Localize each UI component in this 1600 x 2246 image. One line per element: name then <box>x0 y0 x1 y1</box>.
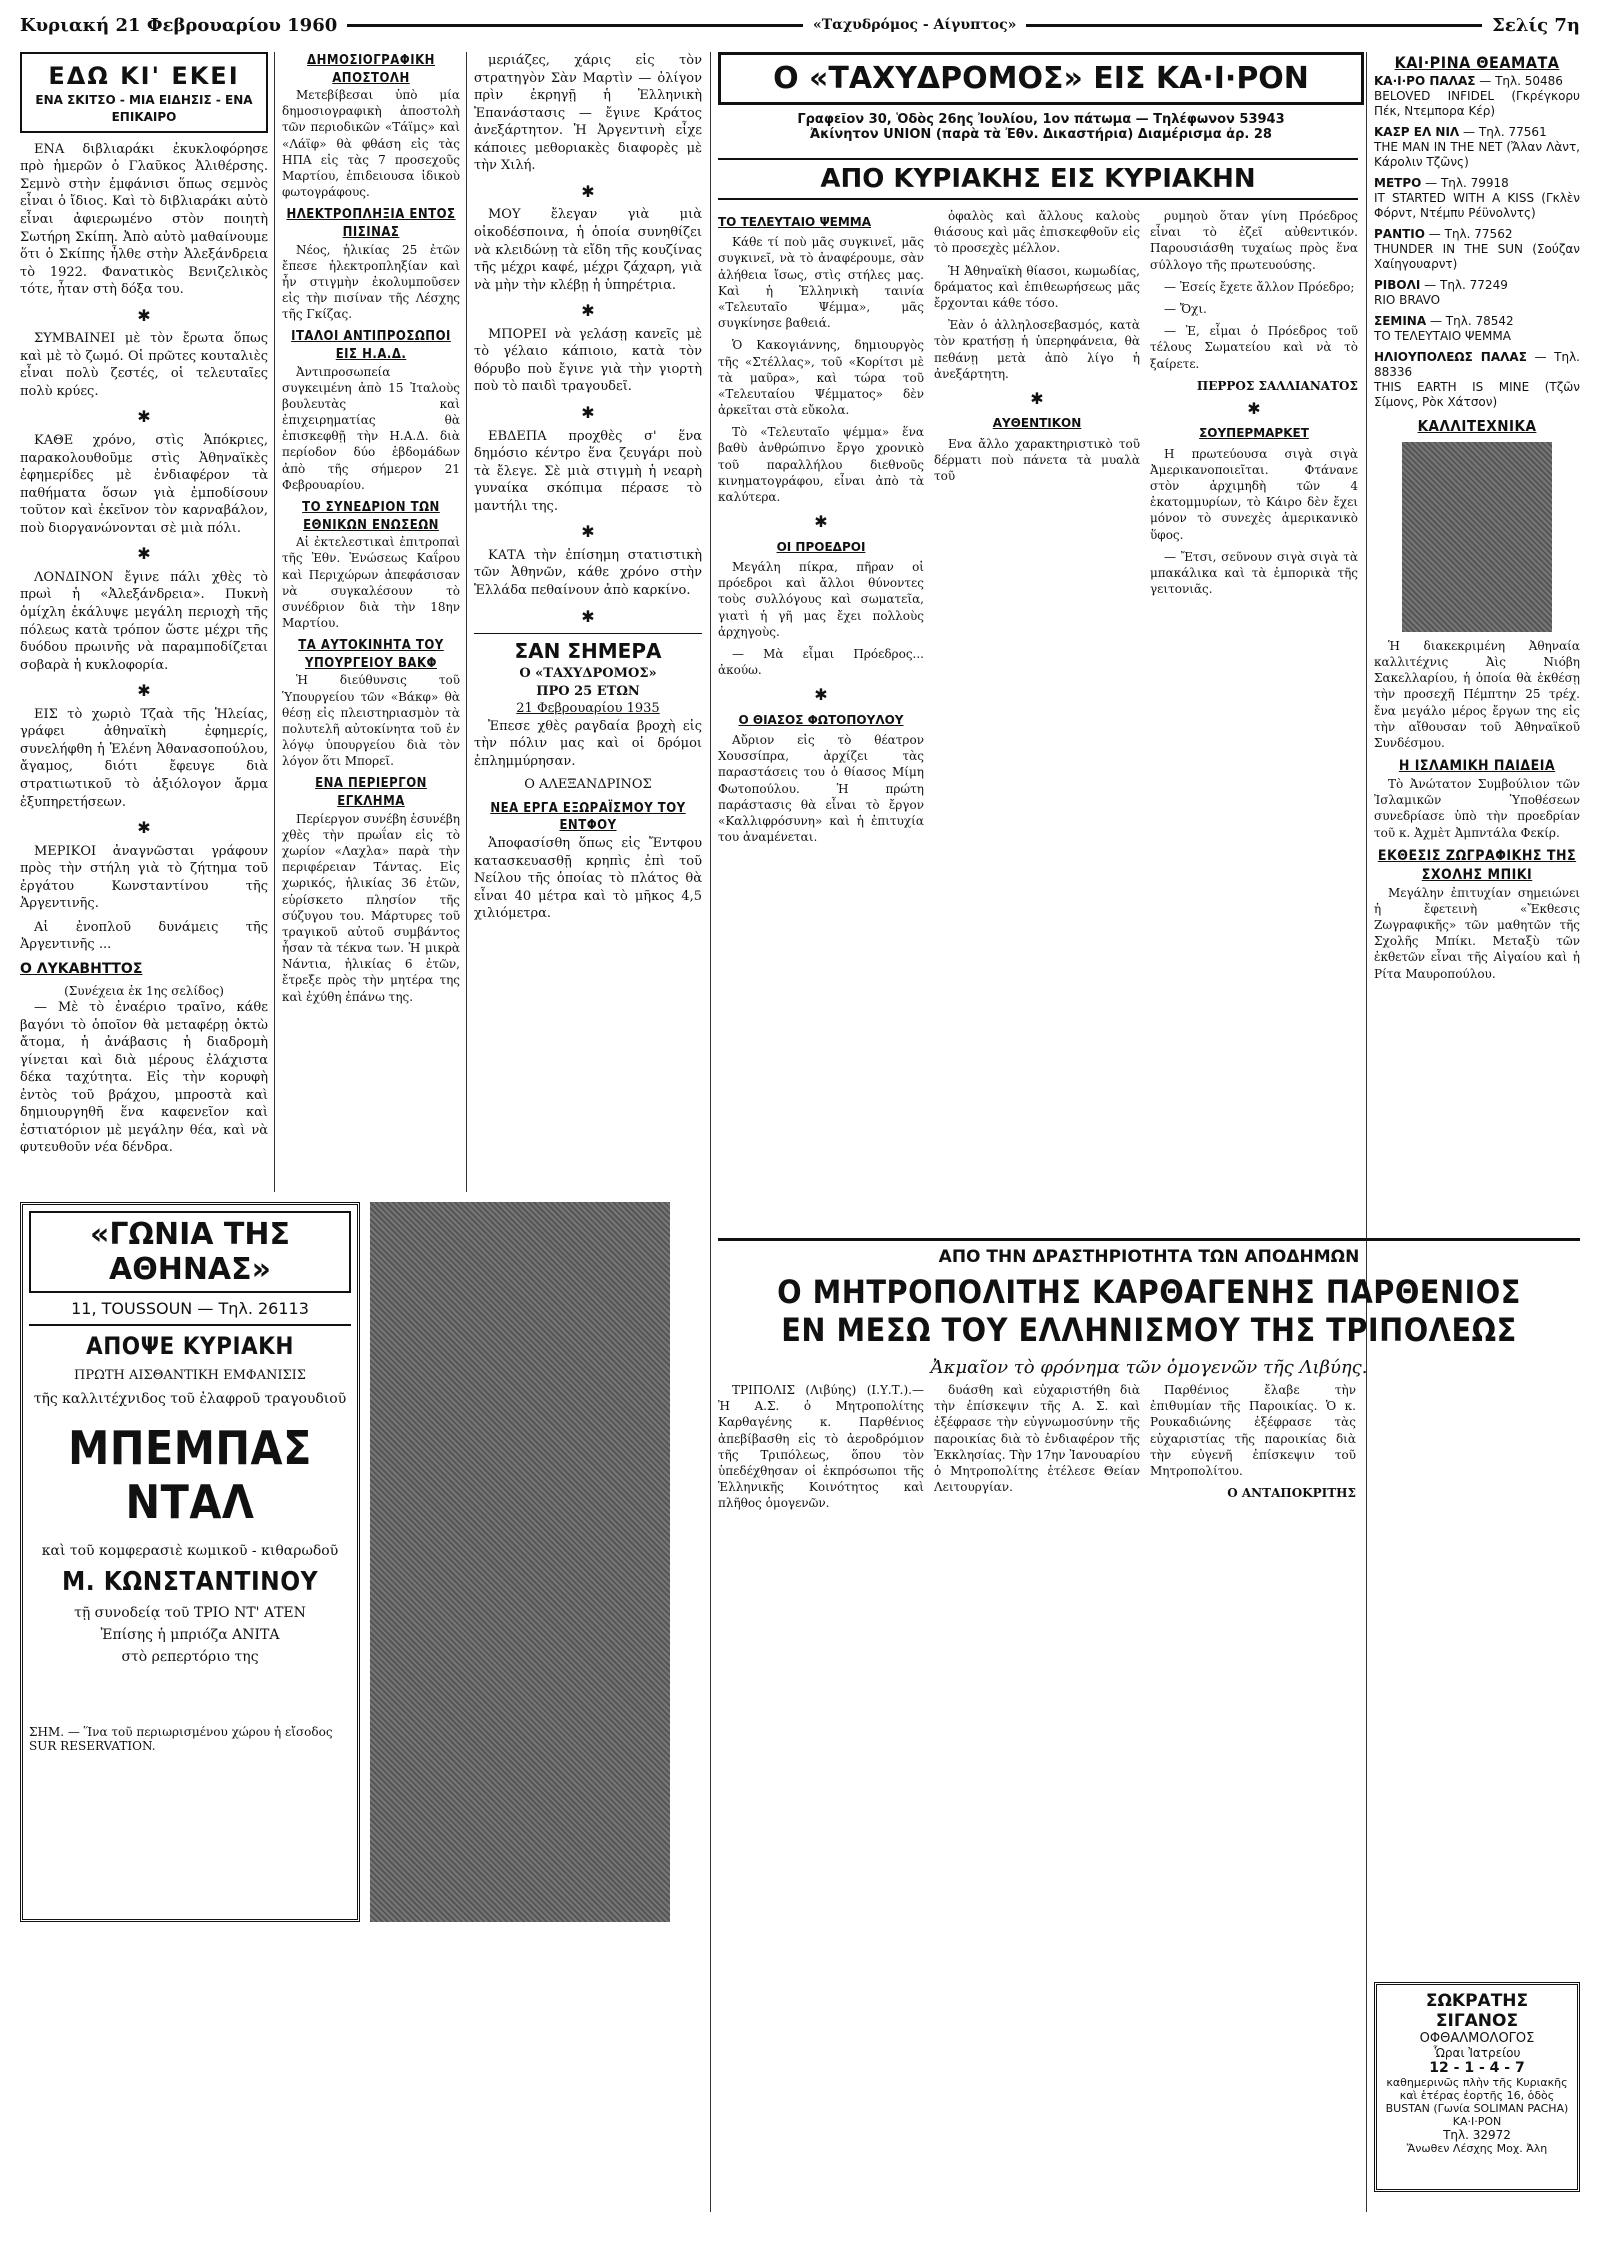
ad-star: ΜΠΕΜΠΑΣ ΝΤΑΛ <box>68 1421 312 1529</box>
star-ornament: ✱ <box>137 407 151 427</box>
ad-repertoire: στὸ ρεπερτόριο της <box>121 1649 259 1665</box>
section-continued: (Συνέχεια ἐκ 1ης σελίδος) <box>64 983 224 998</box>
paragraph: μεριάζες, χάρις εἰς τὸν στρατηγὸν Σὰν Μαρτὶν — ὀλίγον πρὶν ἐκρηγῇ ἡ Ἑλληνικὴ Ἐπανάστασις — ἔγινε Κράτος ἀνεξάρτητον. Ἡ Ἀργεντινὴ εἶχε κάποιες μεθοριακὲς διαφορὲς μὲ τὴν Χιλή. <box>474 53 702 174</box>
cinema-film: RIO BRAVO <box>1374 292 1441 307</box>
star-ornament: ✱ <box>581 301 595 321</box>
doctor-text: καθημερινῶς πλὴν τῆς Κυριακῆς καὶ ἑτέρας ἐορτῆς 16, ὁδὸς BUSTAN (Γωνία SOLIMAN PACHA) ΚΑ·Ι·ΡΟΝ <box>1385 2076 1569 2128</box>
star-ornament: ✱ <box>1030 388 1044 408</box>
col-kyriakis-2 <box>934 208 1140 1208</box>
paragraph: ΜΕΡΙΚΟΙ ἀναγνῶσται γράφουν πρὸς τὴν στήλη γιὰ τὸ ζήτημα τοῦ ἐργάτου Κωνσταντίνου τῆς Ἀργεντινῆς. <box>20 843 268 912</box>
paragraph: Ἡ διακεκριμένη Ἀθηναία καλλιτέχνις Ἀὶς Νιόβη Σακελλαρίου, ἡ ὁποία θὰ ἐκθέσῃ τὴν προσεχῆ Πέμπτην 25 τρέχ. ἔνα μεγάλο μέρος ἔργων της εἰς τὴν αἴθουσαν τοῦ Ἀθηναϊκοῦ Συνδέσμου. <box>1374 638 1580 750</box>
paragraph: — Ἔτσι, σεῦνουν σιγὰ σιγὰ τὰ μπακάλικα καὶ τὰ ἐμπορικὰ τῆς γειτονιᾶς. <box>1150 549 1358 597</box>
star-ornament: ✱ <box>137 305 151 325</box>
section-title: ΕΔΩ ΚΙ' ΕΚΕΙ <box>48 62 240 90</box>
paragraph: ΕΙΣ τὸ χωριὸ Τζαὰ τῆς Ἡλείας, γράφει ἀθηναϊκὴ ἐφημερίς, συνελήφθη ἡ Ἑλένη Ἀθανασοπούλου, ἄγαμος, διότι ἔφευγε διὰ στρατιωτικοῦ τὸ ἀξιόλογον ἄρμα ἐξυπηρετήσεων. <box>20 706 268 810</box>
paragraph: — Μὰ εἶμαι Πρόεδρος... ἀκούω. <box>718 646 924 678</box>
saan-simera-box <box>474 633 702 794</box>
saan-subtitle: Ο «ΤΑΧΥΔΡΟΜΟΣ» <box>519 666 657 682</box>
paragraph: ΕΒΔΕΠΑ προχθὲς σ' ἕνα δημόσιο κέντρο ἕνα ζευγάρι ποὺ τὰ ἔλεγε. Σὲ μιὰ στιγμὴ ἡ νεαρὴ γυναίκα σκόπιμα πέρασε τὸ μαντήλι της. <box>474 428 702 514</box>
section-edo-ki-ekei-header <box>20 52 268 133</box>
doctor-hours-label: Ὧραι Ἰατρείου <box>1433 2046 1521 2060</box>
ad-first: ΠΡΩΤΗ ΑΙΣΘΑΝΤΙΚΗ ΕΜΦΑΝΙΣΙΣ <box>73 1368 306 1383</box>
col-kyriakis-3 <box>1150 208 1358 1208</box>
masthead <box>20 12 1580 38</box>
section-title: ΣΑΝ ΣΗΜΕΡΑ <box>514 639 662 664</box>
paragraph: Ἡ διεύθυνσις τοῦ Ὑπουργείου τῶν «Βάκφ» θὰ θέσῃ εἰς πλειστηριασμὸν τὰ πολυτελῆ αὐτοκίνητα τοῦ ἐν λόγῳ ὑπουργείου διὰ τὸν λόγον ὅτι Μπορεῖ. <box>282 673 460 769</box>
office-line2: Ἀκίνητον UNION (παρὰ τὰ Ἐθν. Δικαστήρια) Διαμέρισμα ἀρ. 28 <box>810 127 1272 142</box>
ad-note: ΣΗΜ. — Ἵνα τοῦ περιωρισμένου χώρου ἡ εἴσοδος SUR RESERVATION. <box>29 1725 333 1753</box>
col-edo-ki-ekei <box>20 52 268 1182</box>
cinema-tel: Τηλ. 78542 <box>1445 313 1514 328</box>
section-title: ΟΙ ΠΡΟΕΔΡΟΙ <box>776 539 866 554</box>
column-rule <box>710 52 711 2212</box>
cinema-film: THE MAN IN THE NET (Ἄλαν Λὰντ, Κάρολιν Τζῶνς) <box>1374 139 1580 169</box>
paragraph: ΜΠΟΡΕΙ νὰ γελάσῃ κανεῖς μὲ τὸ γέλαιο κάπιοιο, κατὰ τὸν θόρυβο ποὺ ἔγινε γιὰ τὴν γιορτὴ ποὺ τὸ παιδὶ τραγουδεῖ. <box>474 326 702 395</box>
cinema-name: ΚΑ·Ι·ΡΟ ΠΑΛΑΣ <box>1374 73 1476 88</box>
star-ornament: ✱ <box>814 685 828 705</box>
star-ornament: ✱ <box>1247 398 1261 418</box>
section-title: Η ΙΣΛΑΜΙΚΗ ΠΑΙΔΕΙΑ <box>1398 758 1556 775</box>
artist-photo <box>1402 442 1552 632</box>
paragraph: Ἡ Ἀθηναϊκὴ θίασοι, κωμωδίας, δράματος καὶ ἐπιθεωρήσεως μᾶς ἔρχονται κάθε τόσο. <box>934 263 1140 310</box>
cinema-item: ΣΕΜΙΝΑ — Τηλ. 78542 ΤΟ ΤΕΛΕΥΤΑΙΟ ΨΕΜΜΑ <box>1374 313 1514 343</box>
cinema-name: ΡΑΝΤΙΟ <box>1374 226 1425 241</box>
doctor-note: Ἄνωθεν Λέσχης Μοχ. Ἀλη <box>1406 2142 1548 2155</box>
saan-date: 21 Φεβρουαρίου 1935 <box>516 701 660 717</box>
cinema-name: ΡΙΒΟΛΙ <box>1374 277 1421 292</box>
cinema-item: ΚΑ·Ι·ΡΟ ΠΑΛΑΣ — Τηλ. 50486 BELOVED INFIDEL (Γκρέγκορυ Πέκ, Ντεμπορα Κέρ) <box>1374 73 1580 118</box>
star-ornament: ✱ <box>137 544 151 564</box>
cinema-item: ΜΕΤΡΟ — Τηλ. 79918 IT STARTED WITH A KISS (Γκλὲν Φόρντ, Ντέμπυ Ρέϋνολντς) <box>1374 175 1580 220</box>
star-ornament: ✱ <box>814 512 828 532</box>
section-title: ΗΛΕΚΤΡΟΠΛΗΞΙΑ ΕΝΤΟΣ ΠΙΣΙΝΑΣ <box>286 207 456 240</box>
section-title: ΕΚΘΕΣΙΣ ΖΩΓΡΑΦΙΚΗΣ ΤΗΣ ΣΧΟΛΗΣ ΜΠΙΚΙ <box>1377 847 1577 883</box>
cinema-list <box>1374 74 1580 410</box>
section-title: ΤΟ ΤΕΛΕΥΤΑΙΟ ΨΕΜΜΑ <box>718 215 871 229</box>
office-info <box>718 112 1364 142</box>
paragraph: — Μὲ τὸ ἐναέριο τραῖνο, κάθε βαγόνι τὸ ὁποῖον θὰ μεταφέρῃ ὀκτὼ ἄτομα, ἡ ἀνάβασις ἡ διαδρομὴ γίνεται καὶ διὰ μέρους ἐλάχιστα δέκα ταχύτητα. Εἰς τὴν κορυφὴ ἐντὸς τοῦ βράχου, μπροστὰ καὶ δημιουργηθῆ ἕνα καφενεῖον καὶ ἐστιατόριον μὲ μεγάλην θέα, καὶ νὰ φυτευθοῦν νέα δένδρα. <box>20 1000 268 1156</box>
ad-star2: Μ. ΚΩΝΣΤΑΝΤΙΝΟΥ <box>61 1567 319 1597</box>
section-title: ΕΝΑ ΠΕΡΙΕΡΓΟΝ ΕΓΚΛΗΜΑ <box>315 776 427 810</box>
section-title: Ο ΘΙΑΣΟΣ ΦΩΤΟΠΟΥΛΟΥ <box>738 712 904 727</box>
office-line1: Γραφεῖον 30, Ὁδὸς 26ης Ἰουλίου, 1ον πάτωμα — Τηλέφωνον 53943 <box>797 112 1285 127</box>
col-cinemas <box>1374 52 1580 1232</box>
star-ornament: ✱ <box>137 818 151 838</box>
masthead-paper: «Ταχυδρόμος - Αίγυπτος» <box>813 17 1017 33</box>
paragraph: δυάσθη καὶ εὐχαριστήθη διὰ τὴν ἐπίσκεψιν τῆς Α. Σ. καὶ ἐξέφρασε τὴν εὐγνωμοσύνην τῆς παροικίας διὰ τὸ ἐνδιαφέρον τῆς Ἐκκλησίας. Τὴν 17ην Ἰανουαρίου ὁ Μητροπολίτης ἐτέλεσε Θείαν Λειτουργίαν. <box>934 1383 1140 1495</box>
paragraph: Ἀντιπροσωπεία συγκειμένη ἀπὸ 15 Ἰταλοὺς βουλευτὰς καὶ ἐπιχειρηματίας θὰ ἐπισκεφθῇ τὴν Η.Α.Δ. διὰ περίοδον δύο ἑβδομάδων ἀπὸ τῆς σήμερον 21 Φεβρουαρίου. <box>282 364 460 492</box>
paragraph: Ενα ἄλλο χαρακτηριστικὸ τοῦ δέρματι ποὺ πάνετα τὰ μυαλὰ τοῦ <box>934 436 1140 484</box>
section-title: ΚΑΛΛΙΤΕΧΝΙΚΑ <box>1417 416 1537 435</box>
paragraph: ΛΟΝΔΙΝΟΝ ἔγινε πάλι χθὲς τὸ πρωὶ ἡ «Ἀλεξάνδρεια». Πυκνὴ ὁμίχλη ἐκάλυψε μεγάλη περιοχὴ τῆς πόλεως κατὰ τρόπον ὥστε μέχρι τῆς δυόδου πρωινῆς νὰ παραμποδίζεται σοβαρὰ ἡ κυκλοφορία. <box>20 569 268 673</box>
cinema-film: ΤΟ ΤΕΛΕΥΤΑΙΟ ΨΕΜΜΑ <box>1374 328 1511 343</box>
paragraph: ΚΑΘΕ χρόνο, στὶς Ἀπόκριες, παρακολουθοῦμε στὶς Ἀθηναϊκὲς ἐφημερίδες μὲ ἐνδιαφέρον τὰ παθήματα ὅσων γιὰ ἐμποδίσουν τοῦτον καὶ ἐκεῖνον τὸν καρναβάλον, ποὺ διοργανώνονται σὲ μιὰ πόλι. <box>20 433 268 536</box>
article-col-3 <box>1150 1382 1356 1982</box>
star-ornament: ✱ <box>581 181 595 201</box>
ad-trio: τῇ συνοδείᾳ τοῦ ΤΡΙΟ ΝΤ' ΑΤΕΝ <box>74 1605 306 1621</box>
section-title: ΑΥΘΕΝΤΙΚΟΝ <box>992 416 1082 431</box>
ad-with: καὶ τοῦ κομφερασιὲ κωμικοῦ - κιθαρωδοῦ <box>41 1543 339 1559</box>
paragraph: Περίεργον συνέβη ἐσυνέβη χθὲς τὴν πρωΐαν εἰς τὸ χωρίον «Λαχλα» παρὰ τὴν περιφέρειαν Τάντας. Εἰς χωρικός, ἡλικίας 36 ἐτῶν, εὑρίσκετο πλησίον τῆς σύζυγου του. Μάρτυρες τοῦ τραγικοῦ αὐτοῦ συμβάντος ἦσαν τὰ τέκνα των. Ἡ μικρὰ Νάντια, ἡλικίας 6 ἐτῶν, ἔτρεξε πρὸς τὴν μητέρα της καὶ ἐχύθη ἐπάνω της. <box>282 811 460 1004</box>
cinema-item: ΡΑΝΤΙΟ — Τηλ. 77562 THUNDER IN THE SUN (Σούζαν Χαίηγουαρντ) <box>1374 226 1580 271</box>
paragraph: Μετεβίβεσαι ὑπὸ μία δημοσιογραφικὴ ἀποστολὴ τῶν περιοδικῶν «Τάϊμς» καὶ «Λάϊφ» θὰ φθάση εἰς τὰς ΗΠΑ εἰς τὰς 7 προσεχοῦς Μαρτίου, ἐπιδειουσα ἰδικοὺ φωτογράφους. <box>282 88 460 200</box>
paragraph: ΚΑΤΑ τὴν ἐπίσημη στατιστικὴ τῶν Ἀθηνῶν, κάθε χρόνο στὴν Ἑλλάδα πεθαίνουν ἀπὸ καρκίνο. <box>474 547 702 598</box>
article-headline-2: ΕΝ ΜΕΣΩ ΤΟΥ ΕΛΛΗΝΙΣΜΟΥ ΤΗΣ ΤΡΙΠΟΛΕΩΣ <box>781 1311 1517 1349</box>
paragraph: Μεγάλη πίκρα, πῆραν οἱ πρόεδροι καὶ ἄλλοι θύνοντες τοὺς συλλόγους καὶ σωματεῖα, γιατὶ ἡ γῆ μας ἔχει πολλοὺς ἀρχηγοὺς. <box>718 559 924 639</box>
doctor-hours: 12 - 1 - 4 - 7 <box>1429 2060 1525 2076</box>
star-ornament: ✱ <box>137 681 151 701</box>
cinema-name: ΗΛΙΟΥΠΟΛΕΩΣ ΠΑΛΑΣ <box>1374 349 1527 364</box>
masthead-date: Κυριακή 21 Φεβρουαρίου 1960 <box>20 14 338 36</box>
cinema-tel: Τηλ. 79918 <box>1440 175 1509 190</box>
cinema-item: ΗΛΙΟΥΠΟΛΕΩΣ ΠΑΛΑΣ — Τηλ. 88336 THIS EARTH IS MINE (Τζῶν Σίμονς, Ρὸκ Χάτσον) <box>1374 349 1580 409</box>
paragraph: Τὸ «Τελευταῖο ψέμμα» ἕνα βαθὺ ἀνθρώπινο ἔργο χρονικὸ τοῦ παραλλήλου διεθνοῦς κινηματογράφου, εἶναι ἀπὸ τὰ καλύτερα. <box>718 425 924 504</box>
section-title: ΤΟ ΣΥΝΕΔΡΙΟΝ ΤΩΝ ΕΘΝΙΚΩΝ ΕΝΩΣΕΩΝ <box>302 500 440 533</box>
ad-tonight: ΑΠΟΨΕ ΚΥΡΙΑΚΗ <box>86 1332 294 1360</box>
star-ornament: ✱ <box>581 402 595 422</box>
ad-also: Ἐπίσης ἡ μπριόζα ΑΝΙΤΑ <box>100 1627 280 1643</box>
gonia-athinas-ad <box>20 1202 360 1922</box>
cinema-film: IT STARTED WITH A KISS (Γκλὲν Φόρντ, Ντέμπυ Ρέϋνολντς) <box>1374 190 1580 220</box>
saan-years: ΠΡΟ 25 ΕΤΩΝ <box>536 683 640 699</box>
cinema-tel: Τηλ. 88336 <box>1374 349 1580 379</box>
cinema-film: THIS EARTH IS MINE (Τζῶν Σίμονς, Ρὸκ Χάτσον) <box>1374 379 1580 409</box>
paragraph: Νέος, ἡλικίας 25 ἐτῶν ἔπεσε ἡλεκτροπληξίαν καὶ ἦν στιγμὴν ἐκολυμποῦσεν εἰς τὴν πισίναν τῆς Λέσχης τῆς Γκίζας. <box>282 242 460 322</box>
paragraph: Αὔριον εἰς τὸ θέατρον Χουσσίπρα, ἀρχίζει τὰς παραστάσεις του ὁ θίασος Μίμη Φωτοπούλου. Ἡ πρώτη παράστασις θὰ εἶναι τὸ ἔργον «Καλλιφρόσυνη» καὶ ἡ ἐπιτυχία του ἀναμένεται. <box>718 733 924 845</box>
saan-signature: Ο ΑΛΕΞΑΝΔΡΙΝΟΣ <box>524 777 652 793</box>
paragraph: — Ὄχι. <box>1164 301 1207 316</box>
cinema-film: BELOVED INFIDEL (Γκρέγκορυ Πέκ, Ντεμπορα Κέρ) <box>1374 88 1580 118</box>
column-rule <box>466 52 467 1192</box>
article-headline-1: Ο ΜΗΤΡΟΠΟΛΙΤΗΣ ΚΑΡΘΑΓΕΝΗΣ ΠΑΡΘΕΝΙΟΣ <box>777 1273 1521 1311</box>
paragraph: ΜΟΥ ἔλεγαν γιὰ μιὰ οἰκοδέσποινα, ἡ ὁποία συνηθίζει νὰ κλειδώνῃ τὰ εἴδη τῆς κουζίνας τῆς μέχρι καφέ, μέχρι ζάχαρη, γιὰ νὰ μὴν τὴν κλέβῃ ἡ ὑπηρέτρια. <box>474 207 702 293</box>
ad-address: 11, TOUSSOUN — Τηλ. 26113 <box>71 1299 309 1318</box>
col-news-briefs <box>282 52 460 1182</box>
paragraph: ΣΥΜΒΑΙΝΕΙ μὲ τὸν ἔρωτα ὅπως καὶ μὲ τὸ ζωμό. Οἱ πρῶτες κουταλιὲς εἶναι πολὺ ζεστές, οἱ τελευταῖες πολὺ κρύες. <box>20 331 268 399</box>
section-title: Ο ΛΥΚΑΒΗΤΤΟΣ <box>20 960 143 977</box>
paragraph: Αἱ ἐνοπλοῦ δυνάμεις τῆς Ἀργεντινῆς ... <box>20 919 268 953</box>
cinema-item: ΡΙΒΟΛΙ — Τηλ. 77249 RIO BRAVO <box>1374 277 1508 307</box>
paragraph: ὀφαλὸς καὶ ἄλλους καλοὺς θιάσους καὶ μᾶς ἐπισκεφθοῦν εἰς τὸ προσεχὲς μέλλον. <box>934 209 1140 256</box>
paragraph: Ἀποφασίσθη ὅπως εἰς Ἔντφου κατασκευασθῇ κρηπὶς ἐπὶ τοῦ Νείλου τῆς ὁποίας τὸ πλάτος θὰ εἶναι 40 μέτρα καὶ τὸ μῆκος 4,5 χιλιόμετρα. <box>474 836 702 922</box>
article-col-1 <box>718 1382 924 2202</box>
paragraph: ρυμηοὺ ὅταν γίνη Πρόεδρος εἶναι τὸ ἐζεῖ αὐθεντικόν. Παρουσιάσθη τυχαίως πρὸς ἕνα σύλλογο τῆς πρωτευούσης. <box>1150 209 1358 272</box>
masthead-page: Σελίς 7η <box>1492 14 1580 36</box>
paragraph: Η πρωτεύουσα σιγὰ σιγὰ Ἀμερικανοποιεῖται. Φτάνανε στὸν ἀρχιμηδὴ τῶν 4 ἑκατομμυρίων, τὸ Κάιρο δὲν ἔχει μόνον τὸ συνεχὲς ἀμερικανικὸ ὕφος. <box>1150 446 1358 542</box>
cinema-tel: Τηλ. 77561 <box>1478 124 1547 139</box>
paragraph: Τὸ Ἀνώτατον Συμβούλιον τῶν Ἰσλαμικῶν Ὑποθέσεων συνεδρίασε ὑπὸ τὴν προεδρίαν τοῦ κ. Ἀχμὲτ Ἀμπντάλα Φεκίρ. <box>1374 777 1580 840</box>
column-rule <box>274 52 275 1192</box>
cinema-tel: Τηλ. 77249 <box>1440 277 1508 292</box>
section-title: ΤΑ ΑΥΤΟΚΙΝΗΤΑ ΤΟΥ ΥΠΟΥΡΓΕΙΟΥ ΒΑΚΦ <box>298 638 444 671</box>
col-continued <box>474 52 702 922</box>
doctor-name: ΣΩΚΡΑΤΗΣ ΣΙΓΑΝΟΣ <box>1425 1991 1529 2031</box>
apodimon-article <box>718 1238 1580 1386</box>
doctor-title: ΟΦΘΑΛΜΟΛΟΓΟΣ <box>1419 2031 1535 2046</box>
section-title: ΚΑΙ·ΡΙΝΑ ΘΕΑΜΑΤΑ <box>1394 53 1560 72</box>
author-signature: ΠΕΡΡΟΣ ΣΑΛΛΙΑΝΑΤΟΣ <box>1196 378 1358 393</box>
singer-photo <box>370 1202 670 1922</box>
apo-kyriakis-header: ΑΠΟ ΚΥΡΙΑΚΗΣ ΕΙΣ ΚΥΡΙΑΚΗΝ <box>718 158 1358 200</box>
ad-of: τῆς καλλιτέχνιδος τοῦ ἐλαφροῦ τραγουδιοῦ <box>33 1391 347 1407</box>
article-col-2 <box>934 1382 1140 2202</box>
article-deck: Ἀκμαῖον τὸ φρόνημα τῶν ὁμογενῶν τῆς Λιβύης. <box>930 1357 1368 1378</box>
paragraph: — Ἐσείς ἔχετε ἄλλον Πρόεδρο; <box>1164 279 1355 294</box>
cinema-tel: Τηλ. 77562 <box>1444 226 1513 241</box>
correspondent-signature: Ο ΑΝΤΑΠΟΚΡΙΤΗΣ <box>1227 1486 1356 1501</box>
newspaper-page <box>20 12 1580 2212</box>
section-title: ΔΗΜΟΣΙΟΓΡΑΦΙΚΗ ΑΠΟΣΤΟΛΗ <box>307 53 435 86</box>
paragraph: Παρθένιος ἔλαβε τὴν ἐπιθυμίαν τῆς Παροικίας. Ὁ κ. Ρουκαδιώνης ἐξέφρασε τὰς εὐχαριστίας τῆς παροικίας διὰ τὴν εὐγενῆ ἐπίσκεψιν τοῦ Μητροπολίτου. <box>1150 1383 1356 1478</box>
cinema-name: ΜΕΤΡΟ <box>1374 175 1422 190</box>
taxydromos-kairo-banner: Ο «ΤΑΧΥΔΡΟΜΟΣ» ΕΙΣ ΚΑ·Ι·ΡΟΝ <box>718 52 1364 105</box>
ad-title: «ΓΩΝΙΑ ΤΗΣ ΑΘΗΝΑΣ» <box>29 1211 351 1293</box>
paragraph: Ἐὰν ὁ ἀλληλοσεβασμός, κατὰ τὸν κρατήσῃ ἡ ὑπερηφάνεια, θὰ πεθάνῃ μετὰ ἀπὸ λίγο ἡ ἀνεξάρτητη. <box>934 318 1140 381</box>
paragraph: Ὁ Κακογιάννης, δημιουργὸς τῆς «Στέλλας», τοῦ «Κορίτσι μὲ τὰ μαῦρα», καὶ τώρα τοῦ «Τελευταίου Ψέμματος» δὲν ἀρκεῖται στὰ εὔκολα. <box>718 338 924 418</box>
star-ornament: ✱ <box>581 606 595 626</box>
section-title: ΙΤΑΛΟΙ ΑΝΤΙΠΡΟΣΩΠΟΙ ΕΙΣ Η.Α.Δ. <box>291 329 451 362</box>
article-kicker: ΑΠΟ ΤΗΝ ΔΡΑΣΤΗΡΙΟΤΗΤΑ ΤΩΝ ΑΠΟΔΗΜΩΝ <box>938 1247 1360 1267</box>
doctor-tel: Τηλ. 32972 <box>1443 2128 1511 2142</box>
section-title: ΝΕΑ ΕΡΓΑ ΕΞΩΡΑΪΣΜΟΥ ΤΟΥ ΕΝΤΦΟΥ <box>490 800 686 834</box>
paragraph: — Ἐ, εἶμαι ὁ Πρόεδρος τοῦ τέλους Σωματείου καὶ νὰ τὸ ξαίρετε. <box>1150 324 1358 371</box>
section-subtitle: ΕΝΑ ΣΚΙΤΣΟ - ΜΙΑ ΕΙΔΗΣΙΣ - ΕΝΑ ΕΠΙΚΑΙΡΟ <box>35 93 253 124</box>
paragraph: Ἐπεσε χθὲς ραγδαία βροχὴ εἰς τὴν πόλιν μας καὶ οἱ δρόμοι ἐπλημμύρησαν. <box>474 718 702 769</box>
star-ornament: ✱ <box>581 522 595 542</box>
cinema-film: THUNDER IN THE SUN (Σούζαν Χαίηγουαρντ) <box>1374 241 1580 271</box>
paragraph: ΕΝΑ διβλιαράκι ἐκυκλοφόρησε πρὸ ἡμερῶν ὁ Γλαῦκος Ἀλιθέρσης. Σεμνὸ στὴν ἐμφάνισι ὅπως σεμνὸς εἶναι ὁ ἴδιος. Καὶ τὸ διβλιαράκι αὐτὸ εἶναι ἀφιερωμένο στὸν ποιητὴ Σωτήρη Σκίπη. Ἀπὸ αὐτὸ μαθαίνουμε ὅτι ὁ Σκίπης ἦλθε στὴν Ἀλεξάνδρεια τὸ 1922. Φανατικὸς Βενιζελικὸς τότε, ἦταν στὴ δόξα του. <box>20 141 268 298</box>
section-title: ΣΟΥΠΕΡΜΑΡΚΕΤ <box>1199 426 1309 441</box>
paragraph: Μεγάλην ἐπιτυχίαν σημειώνει ἡ ἔφετεινὴ «Ἔκθεσις Ζωγραφικῆς» τῶν μαθητῶν τῆς Σχολῆς Μπίκι. Μεταξὺ τῶν ἐκθετῶν εἶναι τῆς Αἰγαίου καὶ ἡ Ρίτα Μαυροπούλου. <box>1374 885 1580 981</box>
doctor-ad <box>1374 1982 1580 2192</box>
paragraph: Αἱ ἐκτελεστικαὶ ἐπιτροπαὶ τῆς Ἐθν. Ἑνώσεως Καΐρου καὶ Περιχώρων ἀπεφάσισαν νὰ συγκαλέσουν τὸ συνέδριον διὰ τὴν 18ην Μαρτίου. <box>282 535 460 631</box>
cinema-tel: Τηλ. 50486 <box>1495 73 1563 88</box>
cinema-name: ΣΕΜΙΝΑ <box>1374 313 1427 328</box>
column-rule <box>1366 52 1367 2212</box>
cinema-name: ΚΑΣΡ ΕΛ ΝΙΛ <box>1374 124 1460 139</box>
col-kyriakis-1 <box>718 208 924 1208</box>
cinema-item: ΚΑΣΡ ΕΛ ΝΙΛ — Τηλ. 77561 THE MAN IN THE NET (Ἄλαν Λὰντ, Κάρολιν Τζῶνς) <box>1374 124 1580 169</box>
paragraph: ΤΡΙΠΟΛΙΣ (Λιβύης) (Ι.Υ.Τ.).— Ἡ Α.Σ. ὁ Μητροπολίτης Καρθαγένης κ. Παρθένιος ἀπεβίβασθη εἰς τὸ ἀεροδρόμιον τῆς Τριπόλεως, ὅπου τὸν ὑπεδέχθησαν οἱ ἐκπρόσωποι τῆς Ἑλληνικῆς Κοινότητος καὶ πλῆθος ὁμογενῶν. <box>718 1383 924 1511</box>
paragraph: Κάθε τί ποὺ μᾶς συγκινεῖ, μᾶς συγκινεῖ, νὰ τὸ ἀναφέρουμε, σὰν ἀλήθεια ἴσως, στὶς στήλες μας. Καὶ ἡ Ἑλληνικὴ ταινία «Τελευταῖο Ψέμμα», μᾶς συγκίνησε βαθειά. <box>718 235 924 331</box>
